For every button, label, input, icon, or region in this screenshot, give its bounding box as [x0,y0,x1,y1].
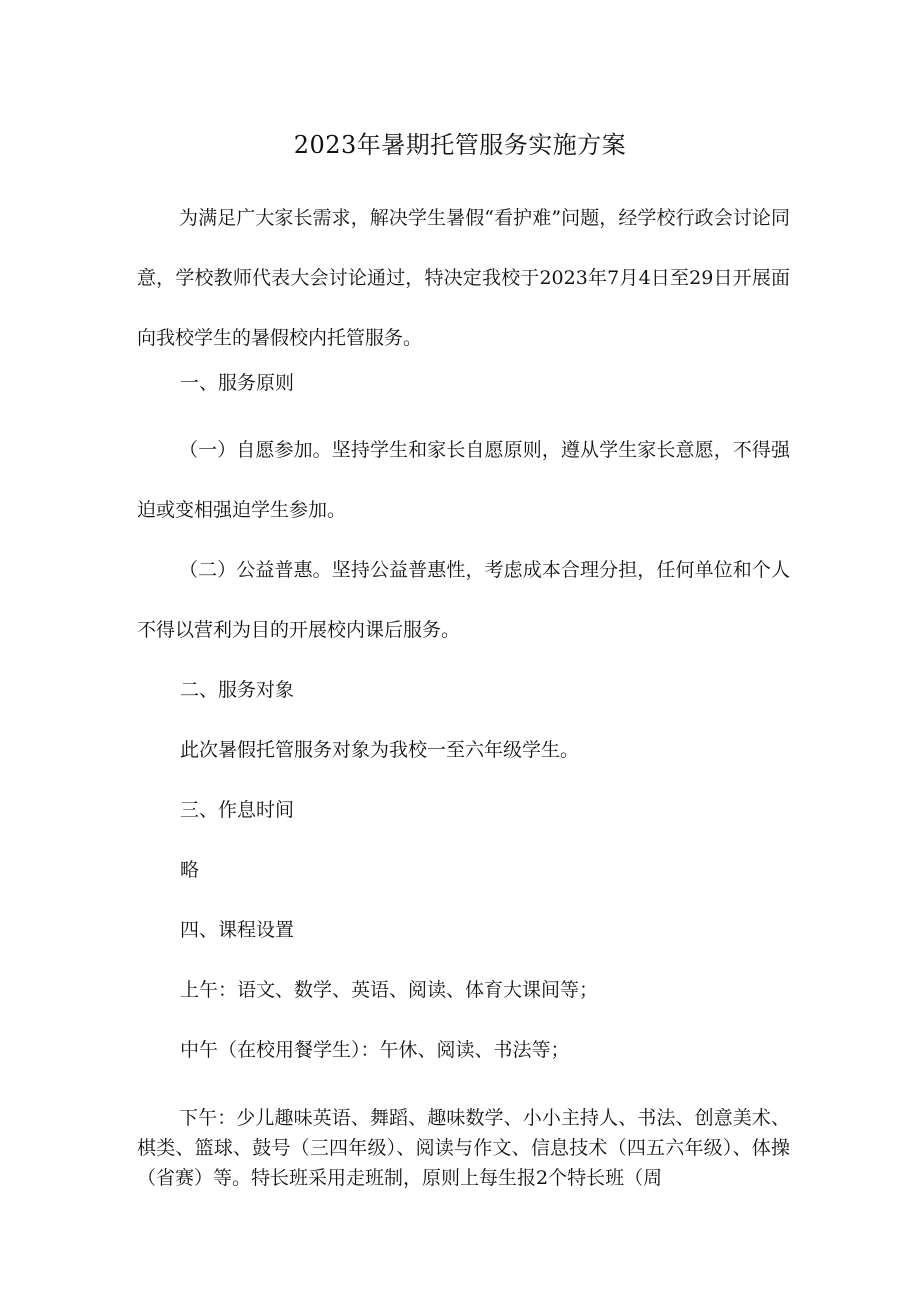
principle-voluntary-paragraph: （一）自愿参加。坚持学生和家长自愿原则，遵从学生家长意愿，不得强迫或变相强迫学生参加。 [137,439,790,521]
section-heading-schedule: 三、作息时间 [180,799,295,821]
principle-public-welfare-paragraph: （二）公益普惠。坚持公益普惠性，考虑成本合理分担，任何单位和个人不得以营利为目的开展校内课后服务。 [137,559,790,641]
service-target-text: 此次暑假托管服务对象为我校一至六年级学生。 [180,739,580,761]
intro-paragraph: 为满足广大家长需求，解决学生暑假“看护难”问题，经学校行政会讨论同意，学校教师代表大会讨论通过，特决定我校于2023年7月4日至29日开展面向我校学生的暑假校内托管服务。 [137,207,790,349]
section-heading-curriculum: 四、课程设置 [180,919,295,941]
curriculum-noon: 中午（在校用餐学生）：午休、阅读、书法等； [180,1039,570,1061]
document-title: 2023年暑期托管服务实施方案 [293,131,627,159]
curriculum-morning: 上午：语文、数学、英语、阅读、体育大课间等； [180,979,599,1001]
section-heading-service-target: 二、服务对象 [180,679,295,701]
section-heading-principles: 一、服务原则 [180,372,295,394]
schedule-text: 略 [180,859,200,881]
curriculum-afternoon-paragraph: 下午：少儿趣味英语、舞蹈、趣味数学、小小主持人、书法、创意美术、棋类、篮球、鼓号（三四年级）、阅读与作文、信息技术（四五六年级）、体操（省赛）等。特长班采用走班制，原则上每生报2个特长班（周 [137,1107,790,1189]
